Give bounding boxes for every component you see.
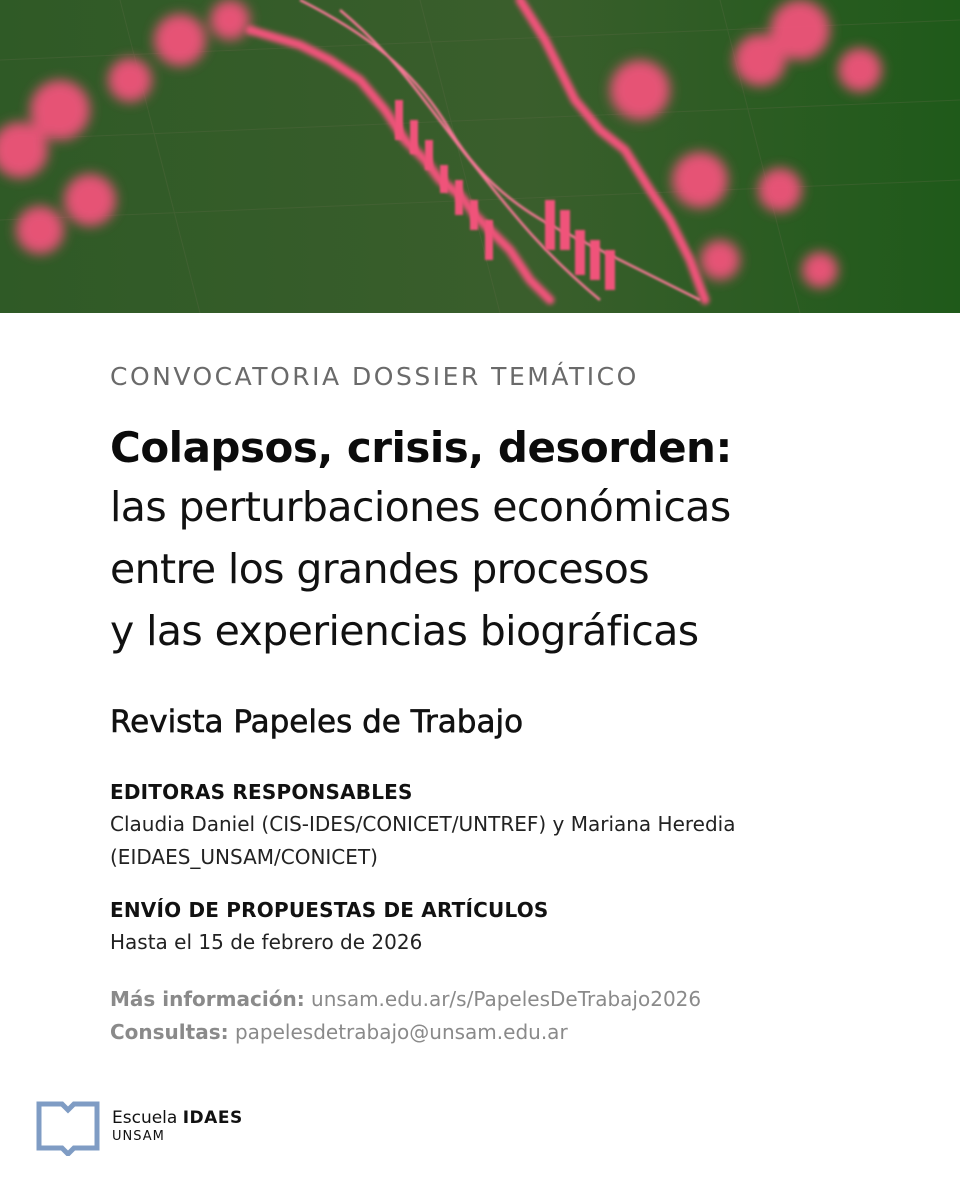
main-content bbox=[110, 360, 930, 1049]
stock-chart-illustration bbox=[0, 0, 960, 313]
submission-section bbox=[110, 896, 930, 959]
submission-deadline: Hasta el 15 de febrero de 2026 bbox=[110, 930, 423, 954]
escuela-idaes-logo bbox=[36, 1097, 243, 1157]
more-info-link[interactable]: unsam.edu.ar/s/PapelesDeTrabajo2026 bbox=[311, 987, 702, 1011]
subtitle-line-3: y las experiencias biográficas bbox=[110, 607, 699, 655]
logo-name-regular: Escuela bbox=[112, 1108, 183, 1128]
logo-name bbox=[112, 1108, 243, 1128]
editors-line-2: (EIDAES_UNSAM/CONICET) bbox=[110, 845, 378, 869]
logo-name-bold: IDAES bbox=[182, 1108, 243, 1128]
open-book-icon bbox=[36, 1098, 100, 1156]
editors-heading: EDITORAS RESPONSABLES bbox=[110, 780, 413, 804]
logo-text bbox=[112, 1108, 243, 1146]
subtitle-line-1: las perturbaciones económicas bbox=[110, 483, 731, 531]
contact-line bbox=[110, 1016, 930, 1049]
contact-email-link[interactable]: papelesdetrabajo@unsam.edu.ar bbox=[234, 1020, 568, 1044]
contact-label: Consultas: bbox=[110, 1020, 229, 1044]
more-info-label: Más información: bbox=[110, 987, 305, 1011]
logo-institution: UNSAM bbox=[112, 1129, 165, 1144]
journal-name: Revista Papeles de Trabajo bbox=[110, 704, 524, 740]
info-section bbox=[110, 983, 930, 1049]
hero-image bbox=[0, 0, 960, 313]
subtitle-line-2: entre los grandes procesos bbox=[110, 545, 650, 593]
editors-line-1: Claudia Daniel (CIS-IDES/CONICET/UNTREF) y Mariana Heredia bbox=[110, 812, 736, 836]
editors-section bbox=[110, 778, 930, 874]
submission-heading: ENVÍO DE PROPUESTAS DE ARTÍCULOS bbox=[110, 898, 549, 922]
dossier-kicker: CONVOCATORIA DOSSIER TEMÁTICO bbox=[110, 362, 639, 391]
more-info-line bbox=[110, 983, 930, 1016]
dossier-title: Colapsos, crisis, desorden: bbox=[110, 423, 732, 472]
